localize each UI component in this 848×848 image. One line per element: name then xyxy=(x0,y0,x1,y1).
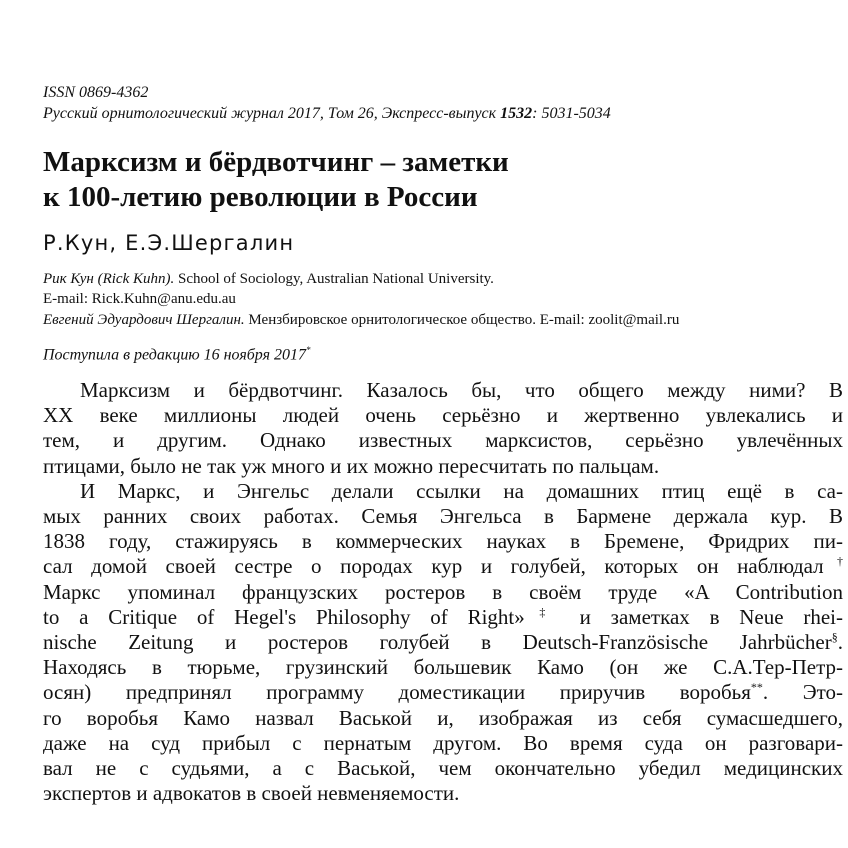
footnote-mark: † xyxy=(823,554,843,569)
body-line: вал не с судьями, а с Васькой, чем окончательно убедил медицинских xyxy=(43,756,843,781)
body-line: мых ранних своих работах. Семья Энгельса в Бармене держала кур. В xyxy=(43,504,843,529)
body-line: птицами, было не так уж много и их можно пересчитать по пальцам. xyxy=(43,453,660,478)
affiliation-2 xyxy=(43,311,679,329)
journal-prefix: Русский орнитологический журнал 2017, Том 26, Экспресс-выпуск xyxy=(43,105,501,122)
body-line: Маркс упоминал французских ростеров в своём труде «A Contribution xyxy=(43,579,843,604)
body-line: сал домой своей сестре о породах кур и голубей, которых он наблюдал† xyxy=(43,554,843,579)
body-line: осян) предпринял программу доместикации приручив воробья**. Это- xyxy=(43,680,843,705)
footnote-mark: ** xyxy=(750,680,763,695)
author1-name: Рик Кун (Rick Kuhn). xyxy=(43,271,175,287)
article-body xyxy=(43,378,843,806)
author2-org: Мензбировское орнитологическое общество. E-mail: zoolit@mail.ru xyxy=(244,312,680,328)
author1-org: School of Sociology, Australian National University. xyxy=(174,271,494,287)
body-line: 1838 году, стажируясь в коммерческих науках в Бремене, Фридрих пи- xyxy=(43,529,843,554)
body-line: Находясь в тюрьме, грузинский большевик Камо (он же С.А.Тер-Петр- xyxy=(43,655,843,680)
body-line: И Маркс, и Энгельс делали ссылки на домашних птиц ещё в са- xyxy=(80,478,843,503)
received-date: Поступила в редакцию 16 ноября 2017* xyxy=(43,345,311,364)
body-line: to a Critique of Hegel's Philosophy of Right»‡ и заметках в Neue rhei- xyxy=(43,604,844,629)
body-line: даже на суд прибыл с пернатым другом. Во время суда он разговари- xyxy=(43,730,843,755)
issn-line: ISSN 0869-4362 xyxy=(43,84,149,101)
body-line: nische Zeitung и ростеров голубей в Deutsch-Französische Jahrbücher§. xyxy=(43,630,843,655)
page-range: : 5031-5034 xyxy=(532,105,611,122)
body-line: XX веке миллионы людей очень серьёзно и жертвенно увлекались и xyxy=(43,403,843,428)
title-line-2: к 100-летию революции в России xyxy=(43,181,478,213)
received-footnote-mark: * xyxy=(306,345,311,355)
body-line: Марксизм и бёрдвотчинг. Казалось бы, что общего между ними? В xyxy=(80,378,843,402)
author1-email: E-mail: Rick.Kuhn@anu.edu.au xyxy=(43,291,236,307)
footnote-mark: § xyxy=(831,630,838,645)
authors-line: Р.Кун, Е.Э.Шергалин xyxy=(43,231,295,255)
article-title xyxy=(43,145,509,215)
footnote-mark: ‡ xyxy=(524,604,560,619)
issue-number: 1532 xyxy=(500,105,533,122)
author2-name: Евгений Эдуардович Шергалин. xyxy=(43,312,245,328)
affiliation-1 xyxy=(43,270,494,288)
title-line-1: Марксизм и бёрдвотчинг – заметки xyxy=(43,146,509,178)
body-line: экспертов и адвокатов в своей невменяемости. xyxy=(43,781,460,806)
body-line: го воробья Камо назвал Васькой и, изображая из себя сумасшедшего, xyxy=(43,705,843,730)
body-line: тем, и другим. Однако известных марксистов, серьёзно увлечённых xyxy=(43,428,843,453)
journal-citation xyxy=(43,104,611,124)
